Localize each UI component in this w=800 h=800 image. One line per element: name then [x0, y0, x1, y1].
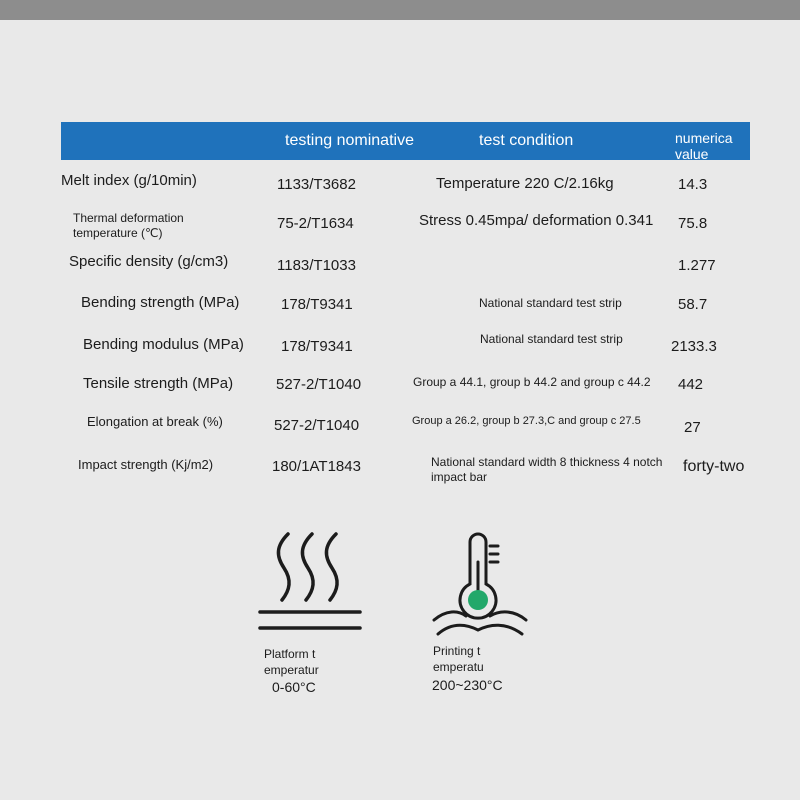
row-condition: Temperature 220 C/2.16kg [436, 175, 614, 192]
row-standard: 527-2/T1040 [274, 417, 360, 434]
printing-temperature: 200~230°C [432, 677, 503, 693]
top-bar [0, 0, 800, 20]
row-condition: Group a 44.1, group b 44.2 and group c 44.2 [413, 375, 651, 389]
header-testing-nominative: testing nominative [285, 132, 414, 149]
row-name: Tensile strength (MPa) [83, 375, 234, 392]
row-name: Impact strength (Kj/m2) [78, 457, 214, 472]
header-test-condition: test condition [479, 132, 574, 149]
heat-waves-icon [258, 528, 362, 634]
row-name: Bending strength (MPa) [81, 294, 240, 311]
row-value: 27 [684, 419, 701, 436]
row-condition: National standard test strip [479, 296, 622, 310]
row-value: 442 [678, 376, 704, 393]
row-name: Elongation at break (%) [87, 414, 223, 429]
row-value: 2133.3 [671, 338, 717, 355]
header-numerical-value: numerica value [675, 130, 733, 160]
row-name: Specific density (g/cm3) [69, 253, 229, 270]
platform-temperature: 0-60°C [272, 679, 316, 695]
row-condition: National standard width 8 thickness 4 notch impact bar [431, 455, 663, 484]
row-value: 1.277 [678, 257, 716, 274]
row-value: 14.3 [678, 176, 708, 193]
row-standard: 178/T9341 [281, 296, 353, 313]
row-condition: Group a 26.2, group b 27.3,C and group c 27.5 [412, 415, 641, 427]
row-standard: 178/T9341 [281, 338, 353, 355]
row-condition: National standard test strip [480, 332, 623, 346]
row-name: Melt index (g/10min) [61, 172, 197, 189]
row-value: forty-two [683, 458, 745, 475]
row-standard: 1133/T3682 [277, 176, 356, 193]
printing-label: Printing t emperatu [433, 644, 484, 674]
row-value: 75.8 [678, 215, 708, 232]
row-value: 58.7 [678, 296, 708, 313]
row-name: Bending modulus (MPa) [83, 336, 244, 353]
row-name: Thermal deformation temperature (℃) [73, 211, 184, 240]
table-header [61, 122, 750, 160]
row-condition: Stress 0.45mpa/ deformation 0.341 [419, 212, 654, 229]
thermometer-icon [430, 532, 530, 638]
row-standard: 527-2/T1040 [276, 376, 362, 393]
platform-label: Platform t emperatur [264, 647, 319, 677]
row-standard: 1183/T1033 [277, 257, 356, 274]
row-standard: 75-2/T1634 [277, 215, 354, 232]
row-standard: 180/1AT1843 [272, 458, 361, 475]
